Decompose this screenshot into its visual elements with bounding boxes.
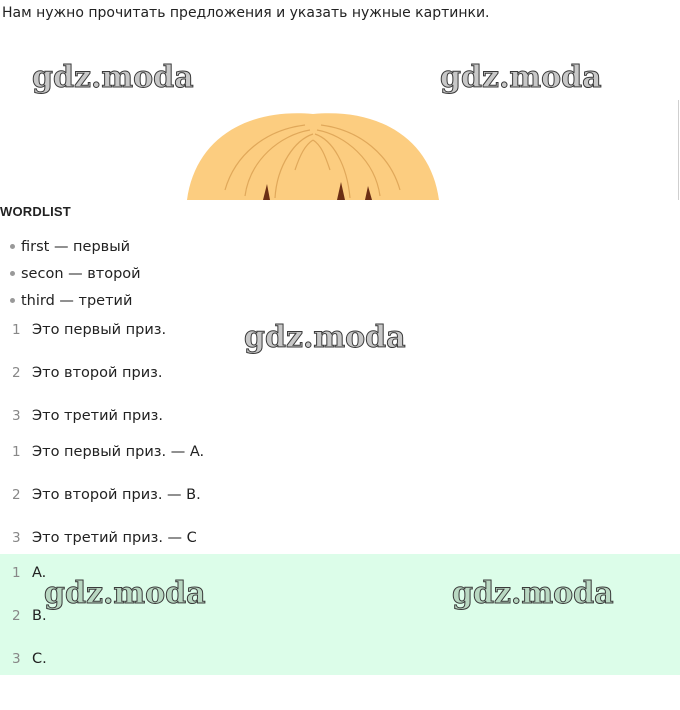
item-number: 3 — [12, 530, 21, 546]
watermark: gdz.moda — [452, 576, 614, 611]
item-text: Это первый приз. — A. — [32, 444, 205, 460]
item-number: 1 — [12, 444, 21, 460]
item-text: Это третий приз. — C — [32, 530, 197, 546]
item-number: 3 — [12, 408, 21, 424]
list-item — [0, 444, 680, 487]
item-number: 1 — [12, 565, 21, 581]
bullet-icon — [10, 271, 15, 276]
watermark: gdz.moda — [44, 576, 206, 611]
wordlist-title: WORDLIST — [0, 204, 71, 219]
item-number: 3 — [12, 651, 21, 667]
list-item — [10, 239, 141, 266]
bullet-icon — [10, 244, 15, 249]
item-text: Это второй приз. — [32, 365, 163, 381]
item-number: 2 — [12, 487, 21, 503]
watermark: gdz.moda — [32, 60, 194, 95]
divider-line — [678, 100, 679, 200]
list-item — [0, 365, 680, 408]
list-item — [10, 293, 141, 320]
item-text: A. — [32, 565, 47, 581]
watermark: gdz.moda — [440, 60, 602, 95]
item-number: 2 — [12, 608, 21, 624]
list-item-text: third — третий — [21, 293, 133, 309]
hair-shape — [187, 113, 439, 200]
item-number: 2 — [12, 365, 21, 381]
list-item — [0, 651, 680, 694]
item-number: 1 — [12, 322, 21, 338]
list-item — [0, 487, 680, 530]
list-item-text: first — первый — [21, 239, 131, 255]
item-text: C. — [32, 651, 47, 667]
intro-text: Нам нужно прочитать предложения и указать нужные картинки. — [2, 5, 490, 21]
item-text: Это первый приз. — [32, 322, 167, 338]
item-text: B. — [32, 608, 47, 624]
wordlist — [10, 239, 141, 320]
cropped-illustration — [185, 100, 441, 200]
bullet-icon — [10, 298, 15, 303]
list-item — [0, 608, 680, 651]
item-text: Это второй приз. — B. — [32, 487, 201, 503]
list-item-text: secon — второй — [21, 266, 141, 282]
item-text: Это третий приз. — [32, 408, 163, 424]
list-item — [10, 266, 141, 293]
watermark: gdz.moda — [244, 320, 406, 355]
